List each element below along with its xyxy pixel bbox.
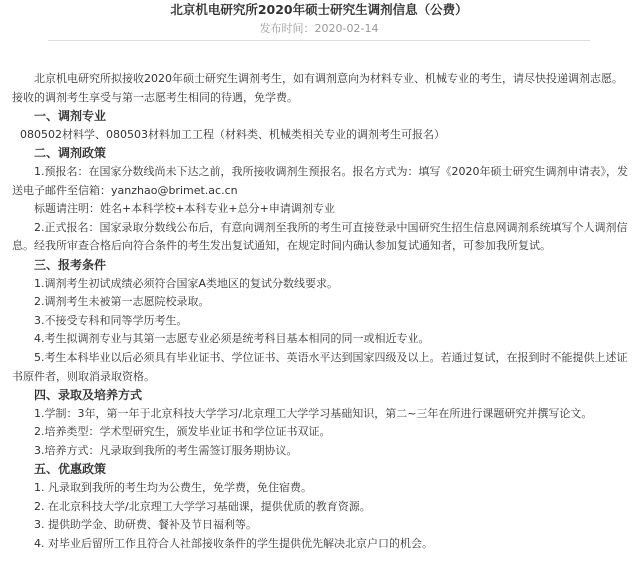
section-heading-benefits: 五、优惠政策	[34, 462, 107, 477]
section-heading-policy: 二、调剂政策	[34, 146, 107, 161]
condition-item: 2.调剂考生未被第一志愿院校录取。	[34, 295, 210, 309]
benefit-item: 1. 凡录取到我所的考生均为公费生，免学费，免住宿费。	[34, 481, 312, 495]
policy-item-2: 2.正式报名：国家录取分数线公布后，有意向调剂至我所的考生可直接登录中国研究生招生信息网调剂系统填写个人调剂信息。经我所审查合格后向符合条件的考生发出复试通知，在规定时间内确认参加复试通知者，可参加我所复试。	[12, 220, 628, 253]
intro-paragraph: 北京机电研究所拟接收2020年硕士研究生调剂考生，如有调剂意向为材料专业、机械专业的考生，请尽快投递调剂志愿。接收的调剂考生享受与第一志愿考生相同的待遇，免学费。	[12, 72, 623, 104]
email-subject-note: 标题请注明：姓名+本科学校+本科专业+总分+申请调剂专业	[34, 202, 335, 216]
policy-item-1: 1.预报名：在国家分数线尚未下达之前，我所接收调剂生预报名。报名方式为：填写《2020年硕士研究生调剂申请表》，发送电子邮件至信箱：yanzhao@brimet.ac.cn	[12, 164, 628, 197]
section-heading-majors: 一、调剂专业	[34, 109, 107, 124]
admission-item: 1.学制：3年，第一年于北京科技大学学习/北京理工大学学习基础知识，第二~三年在所进行课题研究并撰写论文。	[34, 406, 593, 420]
admission-item: 3.培养方式：凡录取到我所的考生需签订服务期协议。	[34, 443, 298, 457]
section-heading-admission: 四、录取及培养方式	[34, 388, 143, 403]
article-content	[12, 70, 632, 553]
benefit-item: 4. 对毕业后留所工作且符合人社部接收条件的学生提供优先解决北京户口的机会。	[34, 536, 433, 550]
majors-text: 080502材料学、080503材料加工工程（材料类、机械类相关专业的调剂考生可报名）	[20, 127, 445, 141]
benefit-item: 3. 提供助学金、助研费、餐补及节日福利等。	[34, 518, 257, 532]
admission-item: 2.培养类型：学术型研究生，颁发毕业证书和学位证书双证。	[34, 425, 331, 439]
section-heading-conditions: 三、报考条件	[34, 257, 107, 272]
benefit-item: 2. 在北京科技大学/北京理工大学学习基础课，提供优质的教育资源。	[34, 499, 371, 513]
condition-item: 4.考生拟调剂专业与其第一志愿专业必须是统考科目基本相同的同一或相近专业。	[34, 332, 430, 346]
condition-item: 1.调剂考生初试成绩必须符合国家A类地区的复试分数线要求。	[34, 276, 339, 290]
publish-date: 发布时间：2020-02-14	[259, 22, 379, 35]
condition-item: 3.不接受专科和同等学历考生。	[34, 313, 188, 327]
article-title: 北京机电研究所2020年硕士研究生调剂信息（公费）	[170, 2, 468, 17]
title-divider	[48, 40, 590, 41]
condition-item: 5.考生本科毕业以后必须具有毕业证书、学位证书、英语水平达到国家四级及以上。若通过复试，在报到时不能提供上述证书原件者，则取消录取资格。	[12, 350, 628, 383]
